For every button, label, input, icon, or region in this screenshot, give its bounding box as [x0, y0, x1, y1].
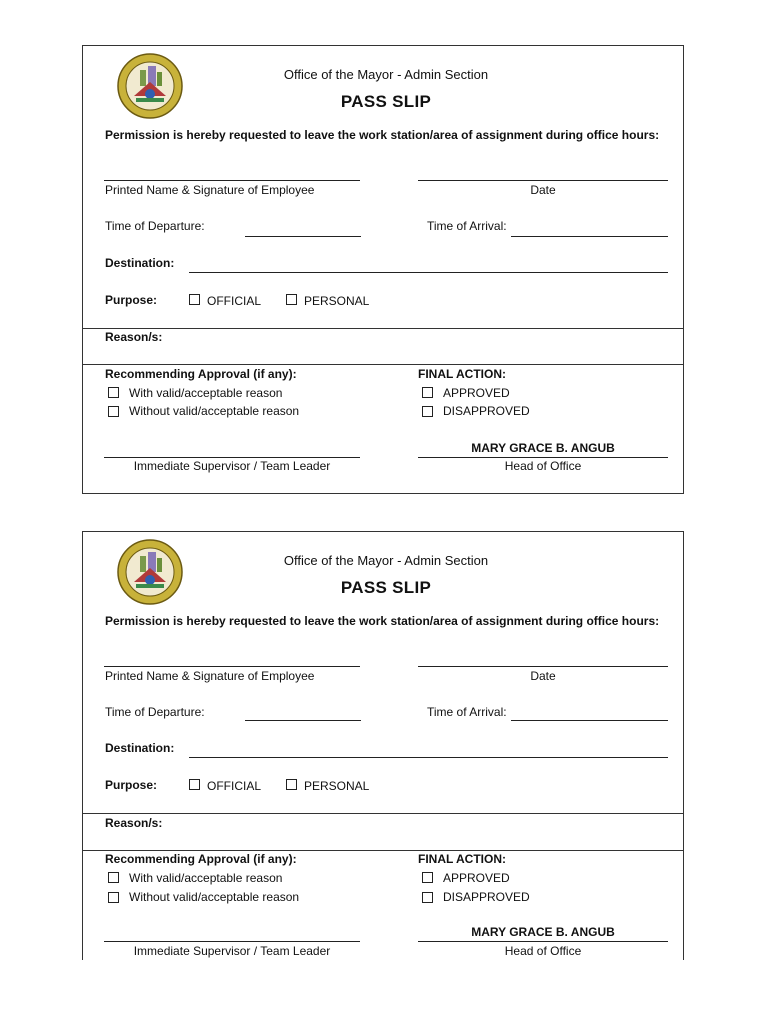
date-label: Date	[530, 183, 556, 197]
recommending-label: Recommending Approval (if any):	[105, 367, 297, 381]
supervisor-label: Immediate Supervisor / Team Leader	[133, 944, 331, 958]
personal-checkbox[interactable]	[286, 294, 297, 305]
reason-label: Reason/s:	[105, 330, 163, 344]
disapproved-checkbox[interactable]	[422, 892, 433, 903]
invalid-reason-checkbox[interactable]	[108, 406, 119, 417]
approved-checkbox[interactable]	[422, 387, 433, 398]
invalid-reason-checkbox[interactable]	[108, 892, 119, 903]
office-name: Office of the Mayor - Admin Section	[283, 67, 489, 82]
destination-field[interactable]	[189, 272, 668, 273]
head-label: Head of Office	[504, 459, 582, 473]
personal-checkbox[interactable]	[286, 779, 297, 790]
final-action-label: FINAL ACTION:	[418, 852, 506, 866]
official-label: OFFICIAL	[207, 294, 262, 308]
final-action-label: FINAL ACTION:	[418, 367, 506, 381]
permission-text: Permission is hereby requested to leave the work station/area of assignment during office hours:	[105, 128, 660, 142]
official-checkbox[interactable]	[189, 294, 200, 305]
arrival-field[interactable]	[511, 236, 668, 237]
recommending-label: Recommending Approval (if any):	[105, 852, 297, 866]
divider	[83, 364, 683, 365]
form-title: PASS SLIP	[340, 92, 432, 111]
head-signature-line[interactable]	[418, 457, 668, 458]
head-name: MARY GRACE B. ANGUB	[471, 925, 615, 939]
departure-label: Time of Departure:	[105, 705, 205, 719]
disapproved-label: DISAPPROVED	[443, 404, 530, 418]
purpose-label: Purpose:	[105, 293, 158, 307]
departure-field[interactable]	[245, 720, 361, 721]
approved-checkbox[interactable]	[422, 872, 433, 883]
supervisor-label: Immediate Supervisor / Team Leader	[133, 459, 331, 473]
supervisor-signature-line[interactable]	[104, 941, 360, 942]
official-checkbox[interactable]	[189, 779, 200, 790]
reason-label: Reason/s:	[105, 816, 163, 830]
arrival-label: Time of Arrival:	[427, 219, 507, 233]
page-bottom	[0, 960, 768, 1024]
date-line[interactable]	[418, 180, 668, 181]
form-title: PASS SLIP	[340, 578, 432, 597]
valid-reason-checkbox[interactable]	[108, 387, 119, 398]
divider	[83, 328, 683, 329]
supervisor-signature-line[interactable]	[104, 457, 360, 458]
official-label: OFFICIAL	[207, 779, 262, 793]
valid-reason-checkbox[interactable]	[108, 872, 119, 883]
invalid-reason-label: Without valid/acceptable reason	[129, 890, 300, 904]
employee-label: Printed Name & Signature of Employee	[105, 183, 315, 197]
disapproved-checkbox[interactable]	[422, 406, 433, 417]
destination-label: Destination:	[105, 741, 175, 755]
disapproved-label: DISAPPROVED	[443, 890, 530, 904]
approved-label: APPROVED	[443, 871, 510, 885]
valid-reason-label: With valid/acceptable reason	[129, 871, 283, 885]
arrival-label: Time of Arrival:	[427, 705, 507, 719]
destination-label: Destination:	[105, 256, 175, 270]
valid-reason-label: With valid/acceptable reason	[129, 386, 283, 400]
head-name: MARY GRACE B. ANGUB	[471, 441, 615, 455]
employee-label: Printed Name & Signature of Employee	[105, 669, 315, 683]
date-label: Date	[530, 669, 556, 683]
pass-slip-1	[82, 45, 684, 494]
date-line[interactable]	[418, 666, 668, 667]
head-label: Head of Office	[504, 944, 582, 958]
divider	[83, 813, 683, 814]
head-signature-line[interactable]	[418, 941, 668, 942]
approved-label: APPROVED	[443, 386, 510, 400]
destination-field[interactable]	[189, 757, 668, 758]
permission-text: Permission is hereby requested to leave the work station/area of assignment during office hours:	[105, 614, 660, 628]
arrival-field[interactable]	[511, 720, 668, 721]
office-name: Office of the Mayor - Admin Section	[283, 553, 489, 568]
employee-signature-line[interactable]	[104, 180, 360, 181]
invalid-reason-label: Without valid/acceptable reason	[129, 404, 300, 418]
personal-label: PERSONAL	[304, 779, 370, 793]
purpose-label: Purpose:	[105, 778, 158, 792]
pass-slip-2	[82, 531, 684, 1024]
employee-signature-line[interactable]	[104, 666, 360, 667]
departure-field[interactable]	[245, 236, 361, 237]
departure-label: Time of Departure:	[105, 219, 205, 233]
personal-label: PERSONAL	[304, 294, 370, 308]
divider	[83, 850, 683, 851]
